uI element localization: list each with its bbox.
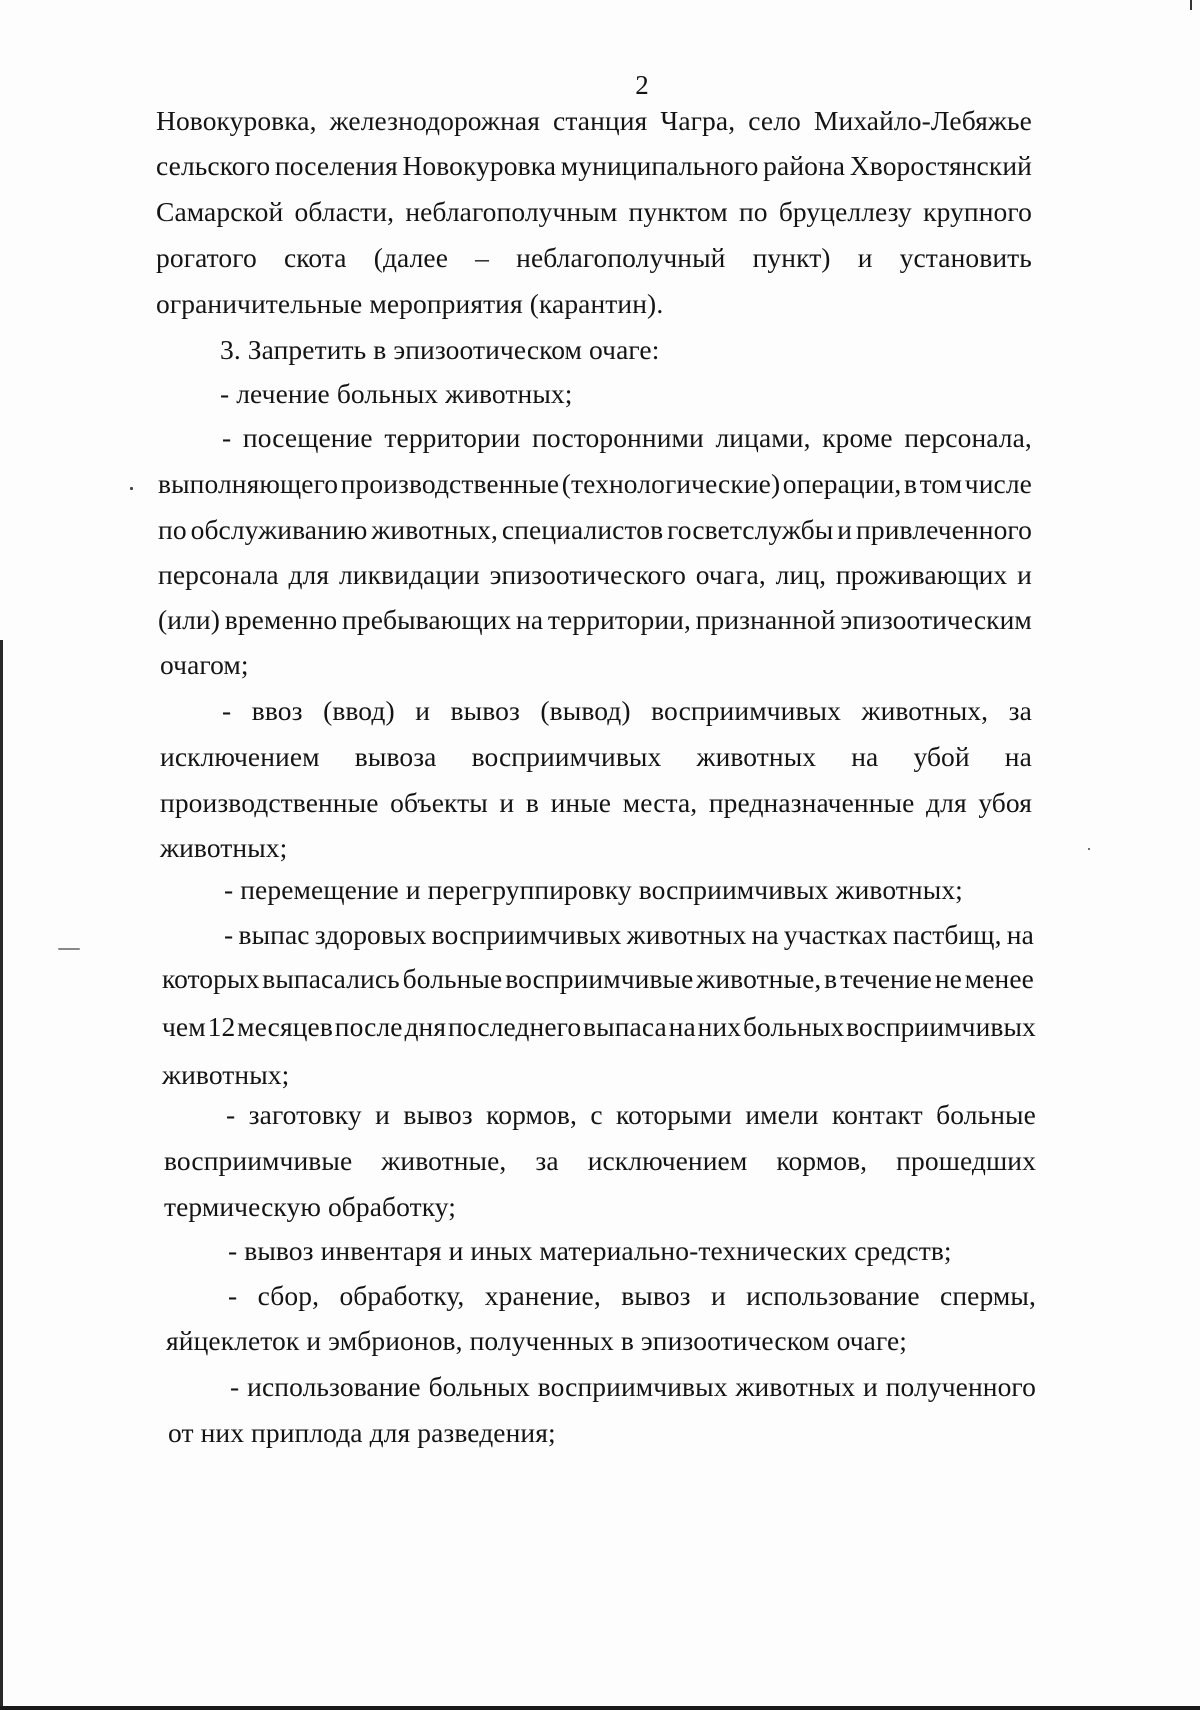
- word: восприимчивые: [505, 963, 694, 994]
- word: привлеченного: [856, 514, 1032, 545]
- word: здоровых: [314, 919, 427, 950]
- word: на: [668, 1011, 696, 1042]
- word: восприимчивых: [471, 741, 662, 772]
- word: восприимчивых: [431, 919, 622, 950]
- word: эпизоотическим: [840, 604, 1032, 635]
- word: животных,: [371, 514, 498, 545]
- word: -: [226, 1099, 236, 1130]
- word: (далее: [373, 242, 449, 273]
- word: хранение,: [484, 1280, 601, 1311]
- word: поселения: [274, 150, 398, 181]
- word: после: [334, 1011, 403, 1042]
- word: на: [1004, 741, 1032, 772]
- page-number: 2: [635, 70, 649, 100]
- word: производственные: [160, 787, 379, 818]
- word: животных: [696, 741, 817, 772]
- word: станция: [553, 105, 648, 136]
- word: восприимчивые: [164, 1145, 353, 1176]
- word: вывоз: [621, 1280, 691, 1311]
- word: и: [710, 1280, 726, 1311]
- word: исключением: [160, 741, 320, 772]
- word: использование: [746, 1280, 920, 1311]
- word: бруцеллезу: [778, 196, 912, 227]
- scan-speck: [58, 948, 80, 950]
- word: полученного: [885, 1371, 1036, 1402]
- word: пунктом: [628, 196, 728, 227]
- word: Михайло-Лебяжье: [813, 105, 1032, 136]
- document-line: [158, 558, 1032, 592]
- word: менее: [964, 963, 1034, 994]
- word: -: [222, 695, 232, 726]
- document-line: [158, 513, 1032, 547]
- scan-bottom-border: [0, 1706, 1200, 1710]
- word: использование: [247, 1371, 421, 1402]
- word: том: [919, 468, 963, 499]
- word: –: [475, 242, 490, 273]
- word: -: [228, 1280, 238, 1311]
- word: и: [857, 242, 873, 273]
- document-line: - вывоз инвентаря и иных материально-технических средств;: [228, 1235, 952, 1266]
- word: и: [375, 1099, 390, 1130]
- word: и: [499, 787, 515, 818]
- word: чем: [162, 1011, 206, 1042]
- word: вывоз: [403, 1099, 473, 1130]
- word: заготовку: [248, 1099, 362, 1130]
- word: посторонними: [532, 422, 704, 453]
- scan-speck: [130, 487, 133, 490]
- word: сельского: [156, 150, 271, 181]
- word: животных: [626, 919, 747, 950]
- word: иные: [550, 787, 612, 818]
- word: контакт: [832, 1099, 923, 1130]
- word: за: [535, 1145, 559, 1176]
- word: прошедших: [896, 1145, 1036, 1176]
- document-line: ограничительные мероприятия (карантин).: [156, 288, 664, 319]
- word: животных,: [861, 695, 989, 726]
- word: вывоз: [450, 695, 520, 726]
- word: обработку,: [339, 1280, 465, 1311]
- word: специалистов: [501, 514, 664, 545]
- word: которых: [162, 963, 260, 994]
- word: не: [934, 963, 962, 994]
- document-line: - перемещение и перегруппировку восприимчивых животных;: [224, 874, 963, 905]
- word: ликвидации: [338, 559, 480, 590]
- document-line: [156, 149, 1032, 183]
- word: госветслужбы: [667, 514, 834, 545]
- word: эпизоотического: [489, 559, 686, 590]
- scan-left-border: [0, 640, 3, 1710]
- word: на: [751, 919, 779, 950]
- word: животные,: [381, 1145, 507, 1176]
- document-line: - лечение больных животных;: [220, 378, 573, 409]
- word: село: [748, 105, 801, 136]
- word: объекты: [390, 787, 488, 818]
- word: восприимчивых: [846, 1011, 1036, 1042]
- word: кормов,: [776, 1145, 868, 1176]
- word: территории,: [547, 604, 691, 635]
- word: больных: [428, 1371, 530, 1402]
- word: пребывающих: [342, 604, 512, 635]
- word: железнодорожная: [329, 105, 540, 136]
- word: (ввод): [323, 695, 395, 726]
- document-line: животных;: [160, 832, 288, 863]
- word: животных: [735, 1371, 856, 1402]
- word: неблагополучным: [405, 196, 618, 227]
- word: очага,: [695, 559, 766, 590]
- word: производственные: [340, 468, 560, 499]
- word: больные: [936, 1099, 1036, 1130]
- word: неблагополучный: [516, 242, 726, 273]
- word: на: [1006, 919, 1034, 950]
- word: больных: [742, 1011, 845, 1042]
- word: последнего: [447, 1011, 582, 1042]
- word: в: [525, 787, 539, 818]
- word: исключением: [587, 1145, 748, 1176]
- document-line: 3. Запретить в эпизоотическом очаге:: [220, 334, 660, 365]
- word: скота: [283, 242, 347, 273]
- word: Хворостянский: [849, 150, 1032, 181]
- document-line: [162, 962, 1034, 996]
- word: сбор,: [257, 1280, 320, 1311]
- word: -: [222, 422, 232, 453]
- word: Новокуровка: [402, 150, 557, 181]
- word: участках: [783, 919, 888, 950]
- word: -: [230, 1371, 240, 1402]
- word: месяцев: [237, 1011, 333, 1042]
- document-line: [224, 918, 1034, 952]
- word: в: [824, 963, 838, 994]
- word: крупного: [923, 196, 1032, 227]
- word: территории: [384, 422, 521, 453]
- word: на: [516, 604, 544, 635]
- word: района: [763, 150, 846, 181]
- word: выполняющего: [158, 468, 339, 499]
- word: них: [697, 1011, 742, 1042]
- word: с: [590, 1099, 603, 1130]
- word: кроме: [822, 422, 893, 453]
- word: течение: [840, 963, 932, 994]
- scan-speck: [1088, 848, 1090, 850]
- document-line: [230, 1370, 1036, 1404]
- word: посещение: [242, 422, 373, 453]
- document-line: [162, 1010, 1036, 1044]
- word: места,: [622, 787, 698, 818]
- word: ввоз: [251, 695, 303, 726]
- word: временно: [224, 604, 338, 635]
- word: выпасались: [262, 963, 400, 994]
- word: убоя: [978, 787, 1032, 818]
- word: персонала,: [904, 422, 1032, 453]
- word: имели: [745, 1099, 819, 1130]
- document-line: [228, 1279, 1036, 1313]
- document-line: животных;: [162, 1059, 290, 1090]
- document-line: [222, 694, 1032, 728]
- word: предназначенные: [708, 787, 915, 818]
- word: числе: [964, 468, 1032, 499]
- word: по: [158, 514, 187, 545]
- scan-edge-mark: [1190, 0, 1192, 10]
- word: 12: [207, 1011, 236, 1042]
- document-line: [158, 603, 1032, 637]
- word: лицами,: [715, 422, 811, 453]
- word: для: [926, 787, 967, 818]
- document-line: [156, 195, 1032, 229]
- document-line: термическую обработку;: [164, 1191, 457, 1222]
- word: вывоза: [354, 741, 437, 772]
- word: кормов,: [486, 1099, 577, 1130]
- document-line: [160, 786, 1032, 820]
- word: признанной: [695, 604, 836, 635]
- word: выпас: [238, 919, 310, 950]
- document-line: очагом;: [160, 649, 249, 680]
- document-line: [164, 1144, 1036, 1178]
- document-line: [156, 104, 1032, 138]
- word: больные: [402, 963, 503, 994]
- word: проживающих: [835, 559, 1008, 590]
- word: в: [903, 468, 918, 499]
- word: по: [738, 196, 768, 227]
- word: убой: [913, 741, 970, 772]
- word: и: [837, 514, 853, 545]
- document-line: [158, 467, 1032, 501]
- word: (технологические): [561, 468, 781, 499]
- word: и: [415, 695, 431, 726]
- document-line: [156, 241, 1032, 275]
- word: персонала: [158, 559, 279, 590]
- document-line: [222, 421, 1032, 455]
- word: на: [851, 741, 879, 772]
- word: дня: [404, 1011, 447, 1042]
- word: Самарской: [156, 196, 284, 227]
- document-line: [226, 1098, 1036, 1132]
- word: (или): [158, 604, 220, 635]
- word: Чагра,: [660, 105, 736, 136]
- word: для: [288, 559, 330, 590]
- word: (вывод): [540, 695, 631, 726]
- word: лиц,: [775, 559, 827, 590]
- word: которыми: [616, 1099, 732, 1130]
- word: -: [224, 919, 234, 950]
- document-line: [160, 740, 1032, 774]
- word: операции,: [782, 468, 902, 499]
- document-line: яйцеклеток и эмбрионов, полученных в эпизоотическом очаге;: [166, 1325, 908, 1356]
- word: животные,: [696, 963, 822, 994]
- word: и: [1017, 559, 1032, 590]
- word: области,: [294, 196, 395, 227]
- word: муниципального: [560, 150, 759, 181]
- word: обслуживанию: [190, 514, 368, 545]
- word: восприимчивых: [651, 695, 841, 726]
- word: спермы,: [940, 1280, 1036, 1311]
- word: восприимчивых: [537, 1371, 728, 1402]
- word: пункт): [752, 242, 831, 273]
- word: выпаса: [583, 1011, 667, 1042]
- document-line: от них приплода для разведения;: [168, 1417, 556, 1448]
- word: установить: [899, 242, 1032, 273]
- word: за: [1008, 695, 1032, 726]
- word: рогатого: [156, 242, 257, 273]
- word: Новокуровка,: [156, 105, 317, 136]
- word: и: [863, 1371, 878, 1402]
- word: пастбищ,: [892, 919, 1002, 950]
